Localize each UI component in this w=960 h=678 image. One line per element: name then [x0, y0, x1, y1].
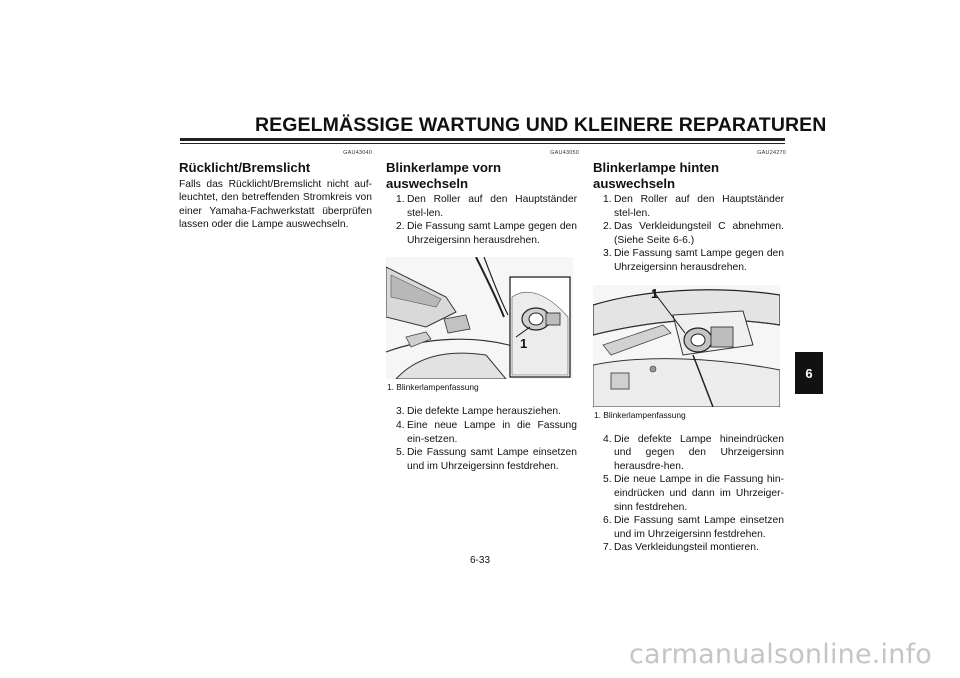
- figure-callout: 1: [520, 336, 528, 352]
- figure-callout: 1: [651, 285, 659, 301]
- watermark: carmanualsonline.info: [629, 639, 932, 670]
- section-text: Falls das Rücklicht/Bremslicht nicht auf-leuchtet, den betreffenden Stromkreis von einer Yamaha-Fachwerkstatt überprüfen lassen oder die Lampe auswechseln.: [179, 178, 372, 231]
- step-number: 1.: [603, 194, 612, 205]
- section-title: Blinkerlampe vorn auswechseln: [386, 160, 502, 191]
- step-number: 3.: [603, 248, 612, 260]
- step-text: Das Verkleidungsteil C abnehmen. (Siehe Seite 6-6.): [614, 221, 784, 246]
- step-text: Die Fassung samt Lampe einsetzen und im Uhrzeigersinn festdrehen.: [407, 447, 577, 472]
- step-number: 3.: [396, 406, 405, 418]
- step-text: Den Roller auf den Hauptständer stel-len.: [614, 194, 784, 219]
- step-text: Eine neue Lampe in die Fassung ein-setzen.: [407, 419, 577, 445]
- step-number: 6.: [603, 515, 612, 527]
- step-item: [593, 220, 786, 247]
- step-item: [593, 541, 786, 555]
- front-turn-signal-illustration: [386, 257, 573, 379]
- section-front-turn-signal: [386, 150, 579, 473]
- step-item: [593, 193, 786, 220]
- step-text: Die defekte Lampe herausziehen.: [407, 406, 561, 418]
- step-item: [593, 247, 786, 274]
- step-text: Die Fassung samt Lampe gegen den Uhrzeigersinn herausdrehen.: [614, 248, 784, 273]
- step-item: [386, 193, 579, 220]
- step-number: 7.: [603, 542, 612, 554]
- steps-list: [593, 433, 786, 555]
- header-rule-thin: [180, 143, 785, 144]
- section-code: GAU24270: [757, 150, 786, 156]
- step-item: [593, 433, 786, 474]
- rear-turn-signal-illustration: [593, 285, 780, 407]
- section-code: GAU43040: [343, 150, 372, 156]
- step-number: 4.: [396, 419, 405, 431]
- step-text: Das Verkleidungsteil montieren.: [614, 542, 759, 554]
- step-text: Die neue Lampe in die Fassung hin-eindrücken und dann im Uhrzeiger-sinn festdrehen.: [614, 474, 784, 513]
- section-code: GAU43050: [550, 150, 579, 156]
- step-item: [386, 446, 579, 473]
- header-rule: [180, 138, 785, 141]
- step-number: 4.: [603, 433, 612, 445]
- step-item: [593, 514, 786, 541]
- step-item: [386, 405, 579, 419]
- steps-list: [593, 193, 786, 275]
- section-title: Rücklicht/Bremslicht: [179, 160, 311, 175]
- step-number: 5.: [603, 474, 612, 486]
- step-text: Die defekte Lampe hineindrücken und gegen den Uhrzeigersinn herausdre-hen.: [614, 433, 784, 472]
- step-item: [386, 220, 579, 247]
- steps-list: [386, 193, 579, 247]
- step-item: [386, 419, 579, 446]
- step-item: [593, 473, 786, 514]
- step-number: 1.: [396, 194, 405, 205]
- step-text: Die Fassung samt Lampe einsetzen und im Uhrzeigersinn festdrehen.: [614, 515, 784, 540]
- step-number: 2.: [603, 221, 612, 233]
- step-text: Den Roller auf den Hauptständer stel-len.: [407, 194, 577, 219]
- step-number: 2.: [396, 221, 405, 233]
- steps-list: [386, 405, 579, 473]
- section-title: Blinkerlampe hinten auswechseln: [593, 160, 720, 191]
- section-rear-turn-signal: [593, 150, 786, 555]
- step-text: Die Fassung samt Lampe gegen den Uhrzeigersinn herausdrehen.: [407, 221, 577, 246]
- figure-caption: 1. Blinkerlampenfassung: [594, 409, 686, 420]
- section-taillight: [179, 150, 372, 232]
- figure-caption: 1. Blinkerlampenfassung: [387, 382, 479, 393]
- step-number: 5.: [396, 447, 405, 459]
- chapter-tab: 6: [795, 352, 823, 394]
- page-number: 6-33: [469, 555, 490, 566]
- page-title: REGELMÄSSIGE WARTUNG UND KLEINERE REPARATUREN: [255, 114, 827, 136]
